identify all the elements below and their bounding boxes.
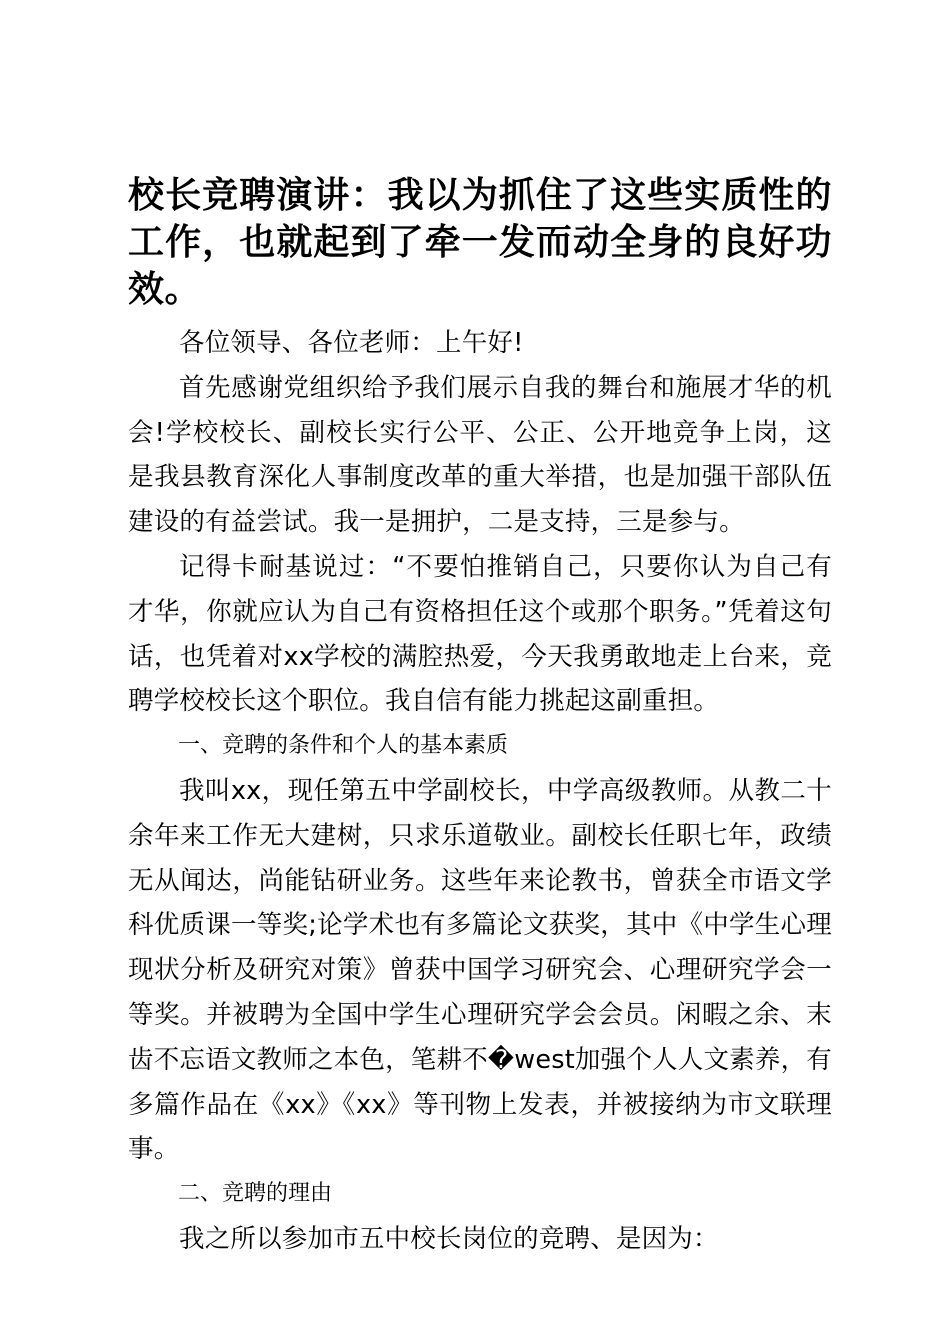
greeting-paragraph: 各位领导、各位老师：上午好! <box>179 328 524 358</box>
section-1-paragraph: 我叫xx，现任第五中学副校长，中学高级教师。从教二十余年来工作无大建树，只求乐道敬业。副校长任职七年，政绩无从闻达，尚能钻研业务。这些年来论教书，曾获全市语文学科优质课一等奖;论学术也有多篇论文获奖，其中《中学生心理现状分析及研究对策》曾获中国学习研究会、心理研究学会一等奖。并被聘为全国中学生心理研究学会会员。闲暇之余、末齿不忘语文教师之本色，笔耕不�west加强个人人文素养，有多篇作品在《xx》《xx》等刊物上发表，并被接纳为市文联理事。 <box>128 775 832 1165</box>
document-page <box>128 172 832 1262</box>
section-2-heading: 二、竞聘的理由 <box>178 1181 333 1207</box>
document-title: 校长竞聘演讲：我以为抓住了这些实质性的工作，也就起到了牵一发而动全身的良好功效。 <box>128 175 832 310</box>
section-1-heading: 一、竞聘的条件和个人的基本素质 <box>178 733 509 759</box>
quote-paragraph: 记得卡耐基说过：“不要怕推销自己，只要你认为自己有才华，你就应认为自己有资格担任这个或那个职务。”凭着这句话，也凭着对xx学校的满腔热爱，今天我勇敢地走上台来，竞聘学校校长这个职位。我自信有能力挑起这副重担。 <box>128 551 832 717</box>
intro-paragraph: 首先感谢党组织给予我们展示自我的舞台和施展才华的机会!学校校长、副校长实行公平、公正、公开地竞争上岗，这是我县教育深化人事制度改革的重大举措，也是加强干部队伍建设的有益尝试。我一是拥护，二是支持，三是参与。 <box>128 372 832 538</box>
section-2-paragraph: 我之所以参加市五中校长岗位的竞聘、是因为： <box>179 1223 719 1254</box>
